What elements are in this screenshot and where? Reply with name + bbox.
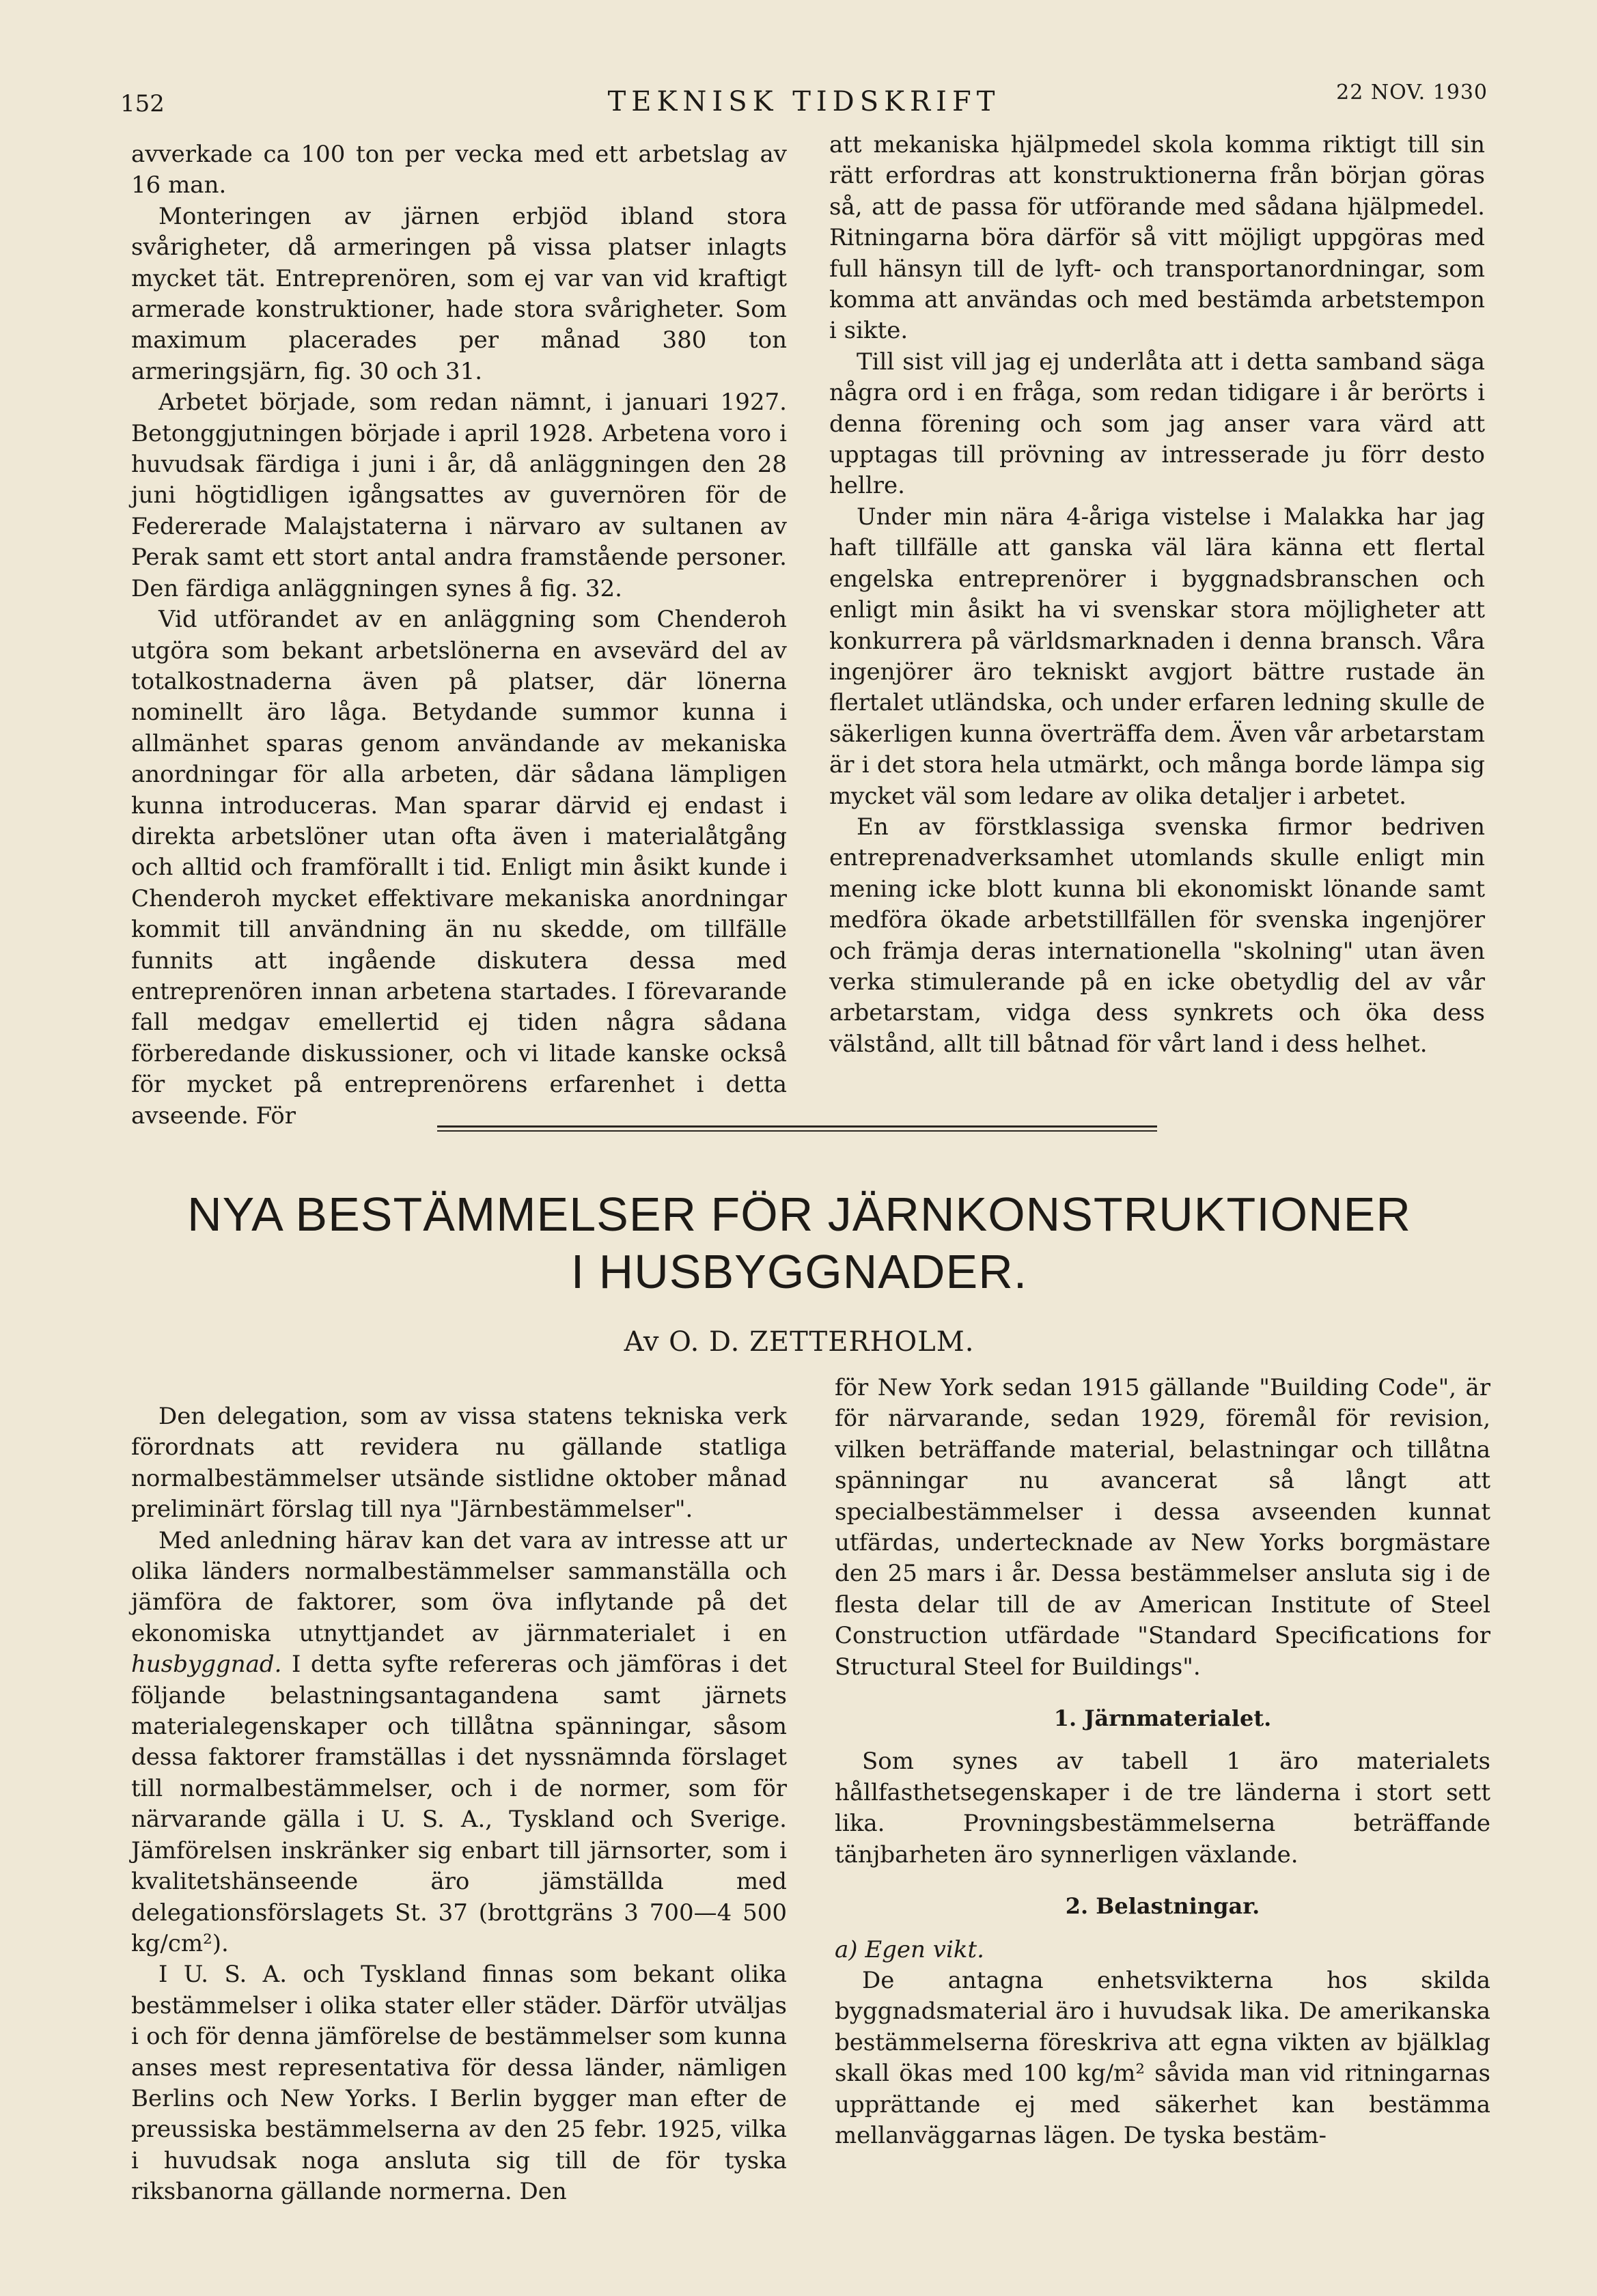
section-heading: 1. Järnmaterialet. (1053, 1705, 1272, 1732)
paragraph (131, 1526, 787, 1960)
column-right-bottom (835, 1373, 1490, 2151)
article-title (116, 1186, 1482, 1300)
issue-date: 22 NOV. 1930 (1336, 81, 1488, 104)
text-run: I detta syfte refereras och jämföras i det följande belastningsantagandena samt järnets materialegenskaper och tillåtna spänningar, såsom dessa faktorer framställas i det nyssnämnda förslaget till normalbestämmelser, och i de normer, som för närvarande gälla i U. S. A., Tyskland och Sverige. Jämförelsen inskränker sig enbart till järnsorter, som i kvalitetshänseende äro jämställda med delegationsförslagets St. 37 (brottgräns 3 700—4 500 kg/cm²). (131, 1651, 787, 1957)
paragraph: Monteringen av järnen erbjöd ibland stora svårigheter, då armeringen på vissa platser inlagts mycket tät. Entreprenören, som ej var van vid kraftigt armerade konstruktioner, hade stora svårigheter. Som maximum placerades per månad 380 ton armeringsjärn, fig. 30 och 31. (131, 202, 787, 385)
paragraph: för New York sedan 1915 gällande "Building Code", är för närvarande, sedan 1929, föremål för revision, vilken beträffande material, belastningar och tillåtna spänningar nu avancerat så långt att specialbestämmelser i dessa avseenden kunnat utfärdas, undertecknade av New Yorks borgmästare den 25 mars i år. Dessa bestämmelser ansluta sig i de flesta delar till de av American Institute of Steel Construction utfärdade "Standard Specifications for Structural Steel for Buildings". (835, 1374, 1490, 1681)
column-left-bottom (131, 1401, 787, 2208)
section-divider (437, 1125, 1157, 1132)
paragraph: Under min nära 4-åriga vistelse i Malakka har jag haft tillfälle att ganska väl lära känna ett flertal engelska entreprenörer i byggnadsbranschen och enligt min åsikt ha vi svenskar stora möjligheter att konkurrera på världsmarknaden i denna bransch. Våra ingenjörer äro tekniskt avgjort bättre rustade än flertalet utländska, och under erfaren ledning skulle de säkerligen kunna överträffa dem. Även vår arbetarstam är i det stora hela utmärkt, och många borde lämpa sig mycket väl som ledare av olika detaljer i arbetet. (829, 503, 1485, 810)
article-byline: Av O. D. ZETTERHOLM. (624, 1326, 975, 1358)
paragraph: att mekaniska hjälpmedel skola komma riktigt till sin rätt erfordras att konstruktionerna från början göras så, att de passa för utförande med sådana hjälpmedel. Ritningarna böra därför så vitt möjligt uppgöras med full hänsyn till de lyft- och transportanordningar, som komma att användas och med bestämda arbetstempon i sikte. (829, 131, 1485, 345)
article-title-line: I HUSBYGGNADER. (570, 1245, 1028, 1298)
journal-title: TEKNISK TIDSKRIFT (607, 86, 1001, 117)
paragraph: Den delegation, som av vissa statens tekniska verk förordnats att revidera nu gällande statliga normalbestämmelser utsände sistlidne oktober månad preliminärt förslag till nya "Järnbestämmelser". (131, 1403, 787, 1524)
emphasis: husbyggnad. (131, 1651, 282, 1679)
section-heading: 2. Belastningar. (1065, 1893, 1260, 1920)
text-run: Med anledning härav kan det vara av intresse att ur olika länders normalbestämmelser sammanställa och jämföra de faktorer, som öva inflytande på det ekonomiska utnyttjandet av järnmaterialet i en (131, 1526, 787, 1647)
paragraph: Arbetet började, som redan nämnt, i januari 1927. Betonggjutningen började i april 1928. Arbetena voro i huvudsak färdiga i juni i år, då anläggningen den 28 juni högtidligen igångsattes av guvernören för de Federerade Malajstaterna i närvaro av sultanen av Perak samt ett stort antal andra framstående personer. Den färdiga anläggningen synes å fig. 32. (131, 389, 787, 602)
paragraph: I U. S. A. och Tyskland finnas som bekant olika bestämmelser i olika stater eller städer. Därför utväljas i och för denna jämförelse de bestämmelser som kunna anses mest representativa för dessa länder, nämligen Berlins och New Yorks. I Berlin bygger man efter de preussiska bestämmelserna av den 25 febr. 1925, vilka i huvudsak noga ansluta sig till de för tyska riksbanorna gällande normerna. Den (131, 1961, 787, 2206)
subsection-heading: a) Egen vikt. (835, 1935, 984, 1963)
paragraph: Vid utförandet av en anläggning som Chenderoh utgöra som bekant arbetslönerna en avsevärd del av totalkostnaderna även på platser, där lönerna nominellt äro låga. Betydande summor kunna i allmänhet sparas genom användande av mekaniska anordningar för alla arbeten, där sådana lämpligen kunna introduceras. Man sparar därvid ej endast i direkta arbetslöner utan ofta även i materialåtgång och alltid och framförallt i tid. Enligt min åsikt kunde i Chenderoh mycket effektivare mekaniska anordningar kommit till användning än nu skedde, om tillfälle funnits att ingående diskutera dessa med entreprenören innan arbetena startades. I förevarande fall medgav emellertid ej tiden några sådana förberedande diskussioner, och vi litade kanske också för mycket på entreprenörens erfarenhet i detta avseende. För (131, 606, 787, 1130)
article-title-line: NYA BESTÄMMELSER FÖR JÄRNKONSTRUKTIONER (187, 1188, 1411, 1241)
column-right-top (829, 130, 1485, 1060)
paragraph: En av förstklassiga svenska firmor bedriven entreprenadverksamhet utomlands skulle enligt min mening icke blott kunna bli ekonomiskt lönande samt medföra ökade arbetstillfällen för svenska ingenjörer och främja deras internationella "skolning" utan även verka stimulerande på en icke obetydlig del av vår arbetarstam, vidga dess synkrets och öka dess välstånd, allt till båtnad för vårt land i dess helhet. (829, 813, 1485, 1058)
page-number: 152 (120, 90, 165, 117)
paragraph: Till sist vill jag ej underlåta att i detta samband säga några ord i en fråga, som redan tidigare i år berörts i denna förening och som jag anser vara värd att upptagas till prövning av intresserade ju förr desto hellre. (829, 348, 1485, 500)
column-left-top (131, 139, 787, 1132)
running-header (120, 81, 1488, 134)
paragraph: Som synes av tabell 1 äro materialets hållfasthetsegenskaper i de tre länderna i stort sett lika. Provningsbestämmelserna beträffande tänjbarheten äro synnerligen växlande. (835, 1748, 1490, 1868)
paragraph: De antagna enhetsvikterna hos skilda byggnadsmaterial äro i huvudsak lika. De amerikanska bestämmelserna föreskriva att egna vikten av bjälklag skall ökas med 100 kg/m² såvida man vid ritningarnas upprättande ej med säkerhet kan bestämma mellanväggarnas lägen. De tyska bestäm- (835, 1966, 1490, 2149)
paragraph: avverkade ca 100 ton per vecka med ett arbetslag av 16 man. (131, 141, 787, 199)
